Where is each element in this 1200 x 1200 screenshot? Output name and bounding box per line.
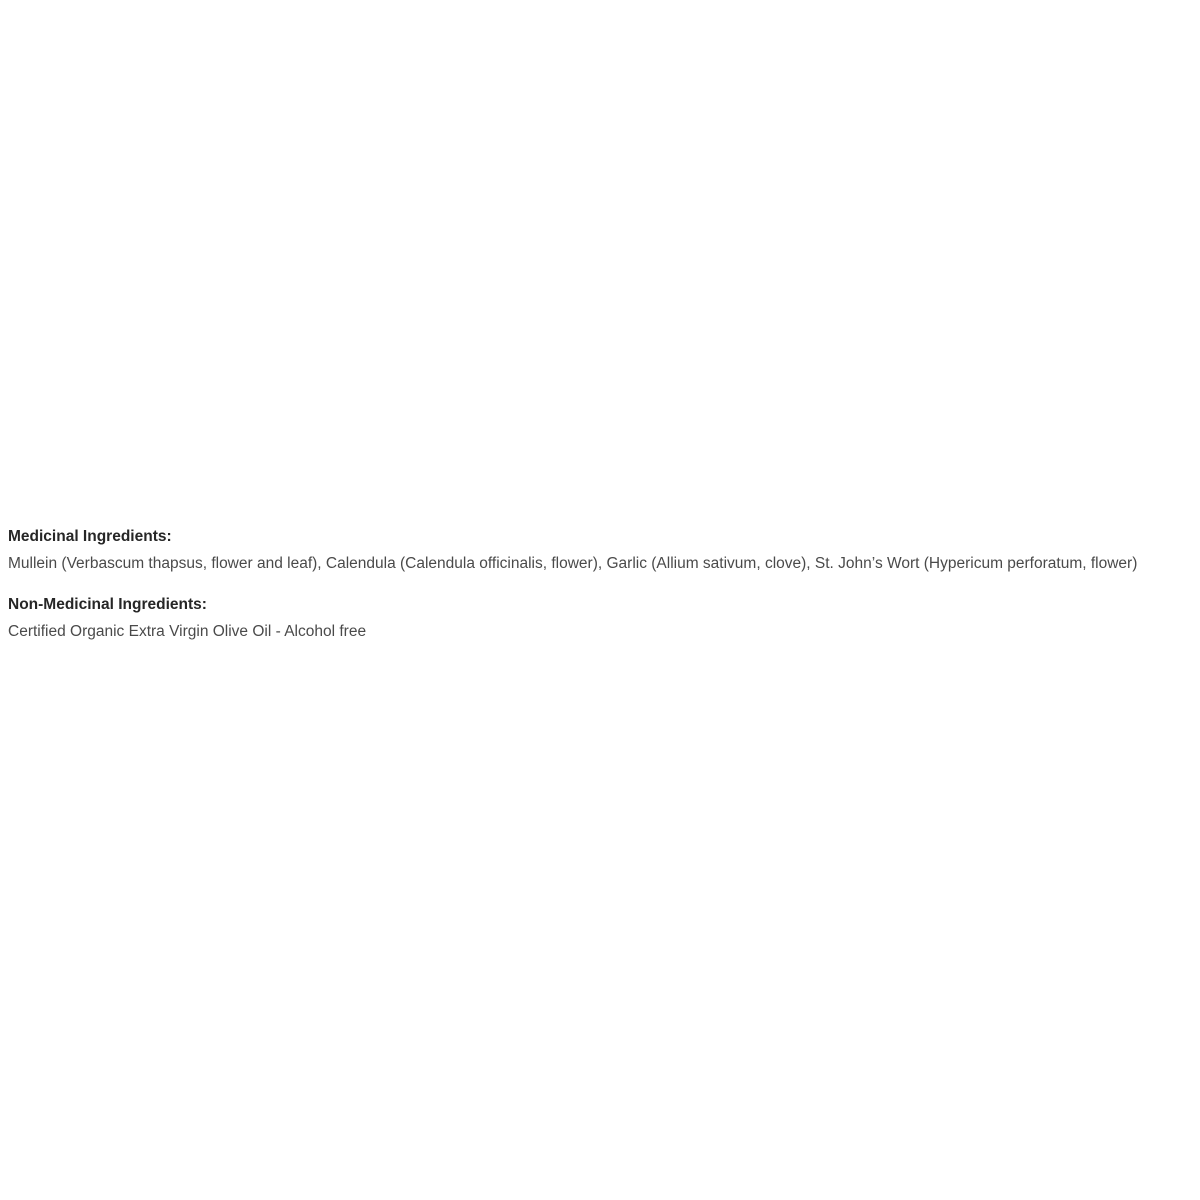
medicinal-ingredients-section <box>8 523 1196 577</box>
non-medicinal-ingredients-text: Certified Organic Extra Virgin Olive Oil - Alcohol free <box>8 623 367 640</box>
non-medicinal-ingredients-heading: Non-Medicinal Ingredients: <box>8 596 207 613</box>
non-medicinal-ingredients-section <box>8 591 1196 645</box>
medicinal-ingredients-heading: Medicinal Ingredients: <box>8 528 172 545</box>
medicinal-ingredients-text: Mullein (Verbascum thapsus, flower and leaf), Calendula (Calendula officinalis, flower), Garlic (Allium sativum, clove), St. John’s Wort (Hypericum perforatum, flower) <box>8 555 1138 572</box>
